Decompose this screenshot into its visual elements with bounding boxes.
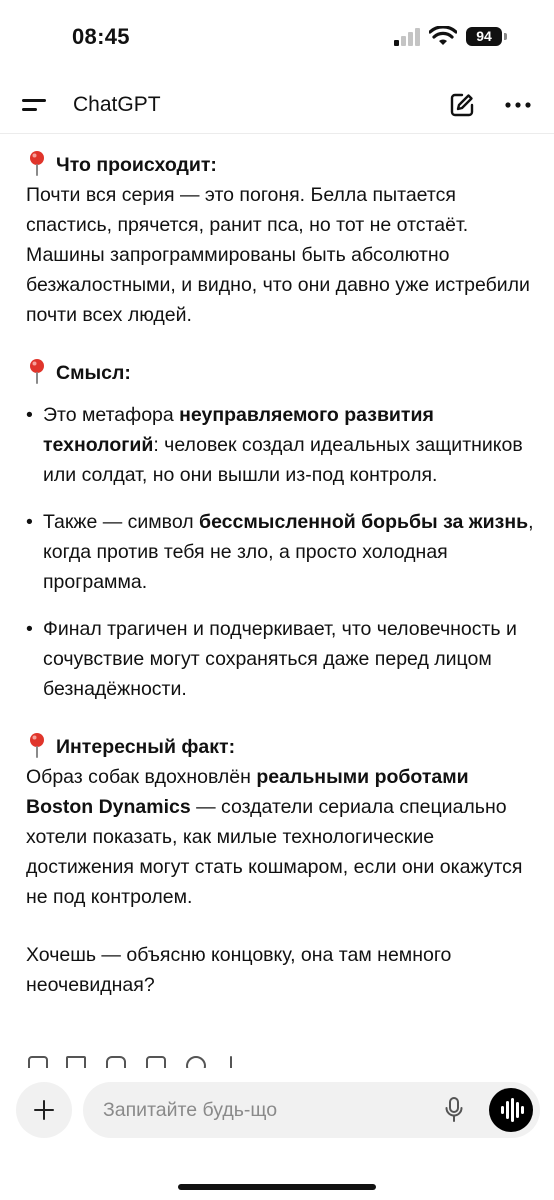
list-item bbox=[26, 507, 536, 597]
battery-tip bbox=[504, 33, 507, 40]
list-item-bold: неуправляемого развития технологий bbox=[43, 404, 434, 456]
cellular-signal-icon bbox=[394, 28, 422, 46]
list-item-text: , когда против тебя не зло, а просто холодная программа. bbox=[43, 511, 534, 593]
list-item-text: Финал трагичен и подчеркивает, что человечность и сочувствие могут сохраняться даже перед лицом безнадёжности. bbox=[43, 618, 517, 700]
spacer bbox=[26, 912, 536, 940]
list-item-text: : человек создал идеальных защитников или солдат, но они вышли из-под контроля. bbox=[43, 434, 523, 486]
section-title-text: Что происходит: bbox=[56, 154, 217, 176]
assistant-message bbox=[26, 150, 536, 1000]
section-title-text: Интересный факт: bbox=[56, 736, 236, 758]
paragraph-text: Образ собак вдохновлён bbox=[26, 766, 257, 788]
composer-backdrop bbox=[0, 1068, 554, 1082]
round-pushpin-icon bbox=[26, 150, 48, 176]
voice-bar bbox=[506, 1101, 509, 1119]
plus-icon[interactable] bbox=[16, 1082, 72, 1138]
round-pushpin-icon bbox=[26, 358, 48, 384]
paragraph-bold: реальными роботами Boston Dynamics bbox=[26, 766, 469, 818]
list-item-text: Также — символ bbox=[43, 511, 200, 533]
section-title bbox=[26, 150, 536, 180]
section-title bbox=[26, 358, 536, 388]
status-time: 08:45 bbox=[72, 24, 130, 49]
list-item-bold: бессмысленной борьбы за жизнь bbox=[199, 511, 529, 533]
paragraph-text: — создатели сериала специально хотели показать, как милые технологические достижения могут стать кошмаром, если они окажутся не под контролем. bbox=[26, 796, 523, 908]
edit-icon[interactable] bbox=[449, 92, 475, 118]
list-item bbox=[26, 614, 536, 704]
microphone-icon[interactable] bbox=[445, 1097, 463, 1123]
app-header bbox=[0, 78, 554, 134]
round-pushpin-icon bbox=[26, 732, 48, 758]
menu-icon-bar-top bbox=[22, 99, 46, 102]
home-indicator bbox=[178, 1184, 376, 1190]
voice-bar bbox=[511, 1098, 514, 1122]
voice-bar bbox=[521, 1106, 524, 1114]
paragraph: Почти вся серия — это погоня. Белла пытается спастись, прячется, ранит пса, но тот не отстаёт. Машины запрограммированы быть абсолютно безжалостными, и видно, что они давно уже истребили почти всех людей. bbox=[26, 184, 530, 326]
wifi-icon bbox=[429, 26, 457, 46]
battery-indicator: 94 bbox=[466, 27, 502, 46]
spacer bbox=[26, 704, 536, 732]
list-item bbox=[26, 400, 536, 490]
section-title-text: Смысл: bbox=[56, 362, 131, 384]
more-horizontal-icon[interactable] bbox=[504, 92, 532, 118]
list-item-text: Это метафора bbox=[43, 404, 180, 426]
voice-bar bbox=[516, 1102, 519, 1118]
closing-question: Хочешь — объясню концовку, она там немного неочевидная? bbox=[26, 944, 452, 996]
menu-icon-bar-bottom bbox=[22, 108, 37, 111]
prompt-input[interactable] bbox=[103, 1082, 433, 1138]
menu-button[interactable] bbox=[22, 94, 50, 116]
voice-bar bbox=[501, 1106, 504, 1114]
composer bbox=[83, 1082, 540, 1138]
voice-mode-icon[interactable] bbox=[489, 1088, 533, 1132]
bullet-list bbox=[26, 400, 536, 704]
section-title bbox=[26, 732, 536, 762]
paragraph bbox=[26, 762, 536, 912]
status-bar bbox=[0, 0, 554, 78]
spacer bbox=[26, 330, 536, 358]
app-title: ChatGPT bbox=[73, 93, 161, 116]
